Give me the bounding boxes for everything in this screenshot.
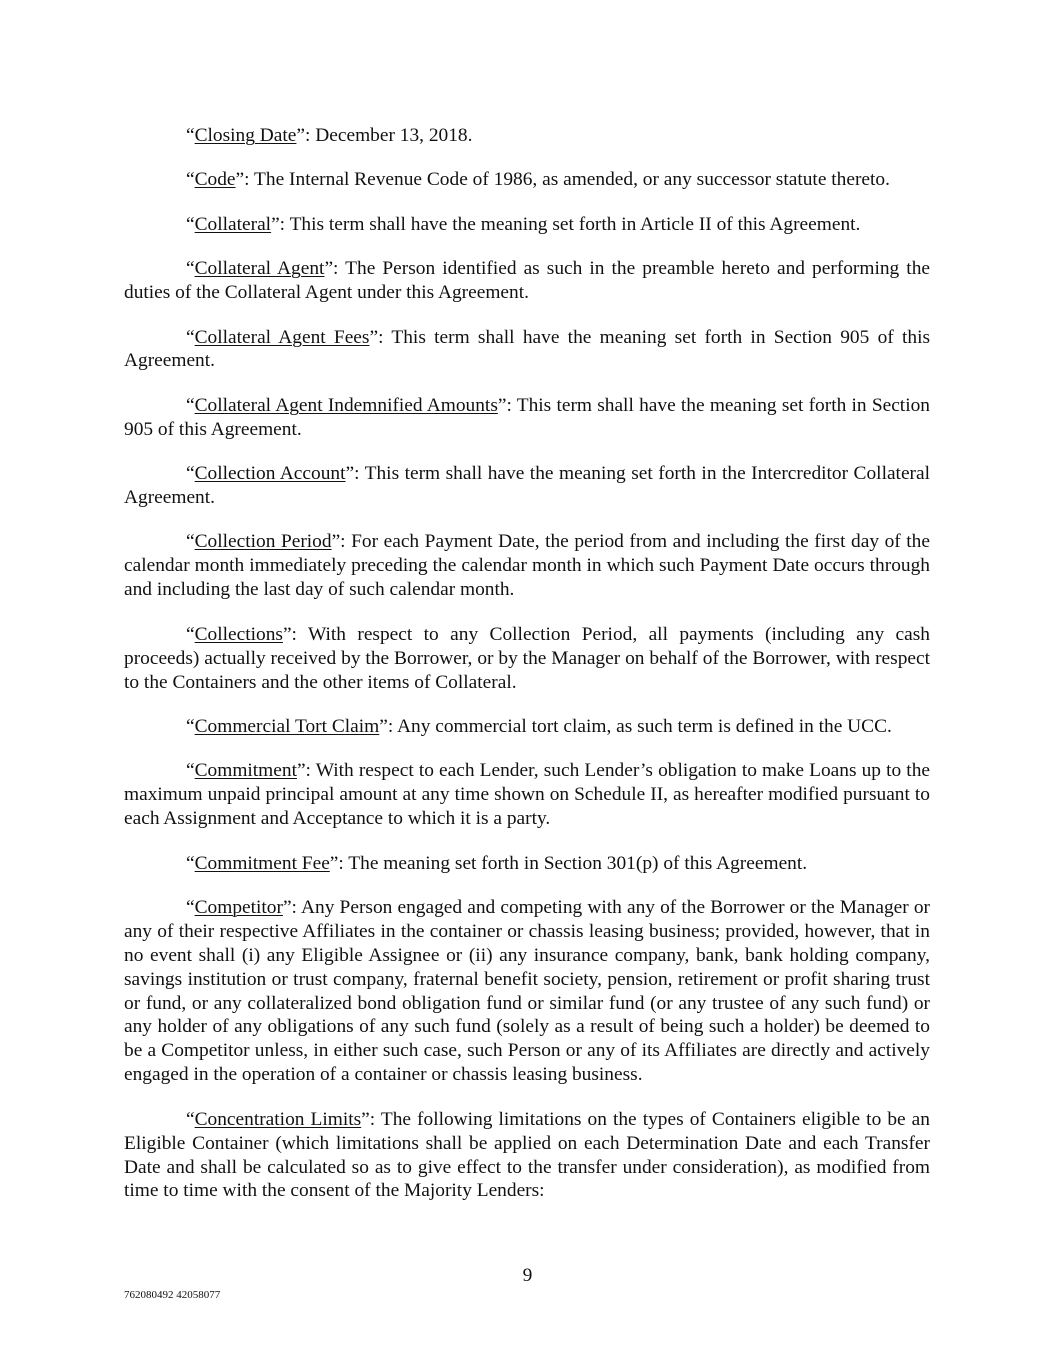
- definition-competitor: “Competitor”: Any Person engaged and competing with any of the Borrower or the Manager or any of their respective Affiliates in the container or chassis leasing business; provided, however, that in no event shall (i) any Eligible Assignee or (ii) any insurance company, bank, bank holding company, savings institution or trust company, fraternal benefit society, pension, retirement or profit sharing trust or fund, or any collateralized bond obligation fund or similar fund (or any trustee of any such fund) or any holder of any obligations of any such fund (solely as a result of being such a holder) be deemed to be a Competitor unless, in either such case, such Person or any of its Affiliates are directly and actively engaged in the operation of a container or chassis leasing business.: [124, 896, 930, 1086]
- defined-term: Commitment Fee: [194, 852, 330, 874]
- document-id: 762080492 42058077: [124, 1289, 221, 1301]
- defined-term: Code: [194, 169, 236, 191]
- defined-term: Concentration Limits: [194, 1108, 362, 1130]
- definition-text: Any Person engaged and competing with any of the Borrower or the Manager or any of their respective Affiliates in the container or chassis leasing business; provided, however, that in no event shall (i) any Eligible Assignee or (ii) any insurance company, bank, bank holding company, savings institution or trust company, fraternal benefit society, pension, retirement or profit sharing trust or fund, or any collateralized bond obligation fund or similar fund (or any trustee of any such fund) or any holder of any obligations of any such fund (solely as a result of being such a holder) be deemed to be a Competitor unless, in either such case, such Person or any of its Affiliates are directly and actively engaged in the operation of a container or chassis leasing business.: [124, 896, 930, 1086]
- definition-commitment-fee: “Commitment Fee”: The meaning set forth in Section 301(p) of this Agreement.: [186, 852, 808, 874]
- definition-collection-period: “Collection Period”: For each Payment Date, the period from and including the first day of the calendar month immediately preceding the calendar month in which such Payment Date occurs through and including the last day of such calendar month.: [124, 531, 930, 601]
- defined-term: Commitment: [194, 760, 297, 782]
- definition-code: “Code”: The Internal Revenue Code of 1986, as amended, or any successor statute thereto.: [186, 169, 890, 191]
- definition-collateral-agent-fees: “Collateral Agent Fees”: This term shall have the meaning set forth in Section 905 of this Agreement.: [124, 326, 930, 372]
- definition-collateral: “Collateral”: This term shall have the meaning set forth in Article II of this Agreement.: [186, 213, 861, 235]
- definition-closing-date: “Closing Date”: December 13, 2018.: [186, 125, 473, 146]
- definition-commercial-tort-claim: “Commercial Tort Claim”: Any commercial tort claim, as such term is defined in the UCC.: [186, 715, 892, 737]
- defined-term: Collection Account: [194, 463, 346, 485]
- defined-term: Closing Date: [194, 125, 297, 146]
- defined-term: Collateral Agent Fees: [194, 326, 370, 348]
- definition-text: The meaning set forth in Section 301(p) of this Agreement.: [348, 852, 808, 874]
- defined-term: Collateral: [194, 213, 272, 235]
- definition-text: This term shall have the meaning set forth in Section 905 of this Agreement.: [124, 326, 930, 372]
- definition-text: Any commercial tort claim, as such term is defined in the UCC.: [397, 715, 892, 737]
- definition-collateral-agent-indemnified-amounts: “Collateral Agent Indemnified Amounts”: This term shall have the meaning set forth in Section 905 of this Agreement.: [124, 394, 930, 440]
- definition-text: December 13, 2018.: [315, 125, 473, 146]
- definition-text: For each Payment Date, the period from and including the first day of the calendar month immediately preceding the calendar month in which such Payment Date occurs through and including the last day of such calendar month.: [124, 531, 930, 601]
- definition-text: This term shall have the meaning set forth in Section 905 of this Agreement.: [124, 394, 930, 440]
- definition-text: The Person identified as such in the preamble hereto and performing the duties of the Collateral Agent under this Agreement.: [124, 258, 930, 304]
- definition-collections: “Collections”: With respect to any Collection Period, all payments (including any cash proceeds) actually received by the Borrower, or by the Manager on behalf of the Borrower, with respect to the Containers and the other items of Collateral.: [124, 623, 931, 693]
- definition-text: This term shall have the meaning set forth in Article II of this Agreement.: [289, 213, 861, 235]
- defined-term: Competitor: [194, 896, 283, 918]
- definition-concentration-limits: “Concentration Limits”: The following limitations on the types of Containers eligible to be an Eligible Container (which limitations shall be applied on each Determination Date and each Transfer Date and shall be calculated so as to give effect to the transfer under consideration), as modified from time to time with the consent of the Majority Lenders:: [124, 1108, 930, 1202]
- definitions-list: [124, 124, 930, 1224]
- definition-collateral-agent: “Collateral Agent”: The Person identified as such in the preamble hereto and performing the duties of the Collateral Agent under this Agreement.: [124, 258, 930, 304]
- definition-text: The following limitations on the types of Containers eligible to be an Eligible Container (which limitations shall be applied on each Determination Date and each Transfer Date and shall be calculated so as to give effect to the transfer under consideration), as modified from time to time with the consent of the Majority Lenders:: [124, 1108, 930, 1202]
- definition-commitment: “Commitment”: With respect to each Lender, such Lender’s obligation to make Loans up to the maximum unpaid principal amount at any time shown on Schedule II, as hereafter modified pursuant to each Assignment and Acceptance to which it is a party.: [124, 760, 930, 830]
- defined-term: Collections: [194, 623, 283, 645]
- defined-term: Collateral Agent Indemnified Amounts: [194, 394, 498, 416]
- definition-text: The Internal Revenue Code of 1986, as amended, or any successor statute thereto.: [254, 169, 890, 191]
- defined-term: Collection Period: [194, 531, 332, 553]
- definition-collection-account: “Collection Account”: This term shall have the meaning set forth in the Intercreditor Collateral Agreement.: [124, 463, 931, 509]
- defined-term: Collateral Agent: [194, 258, 325, 280]
- definition-text: With respect to any Collection Period, all payments (including any cash proceeds) actually received by the Borrower, or by the Manager on behalf of the Borrower, with respect to the Containers and the other items of Collateral.: [124, 623, 931, 693]
- definition-text: With respect to each Lender, such Lender’s obligation to make Loans up to the maximum unpaid principal amount at any time shown on Schedule II, as hereafter modified pursuant to each Assignment and Acceptance to which it is a party.: [124, 760, 930, 830]
- defined-term: Commercial Tort Claim: [194, 715, 380, 737]
- page-number: 9: [522, 1265, 533, 1286]
- definition-text: This term shall have the meaning set forth in the Intercreditor Collateral Agreement.: [124, 463, 931, 509]
